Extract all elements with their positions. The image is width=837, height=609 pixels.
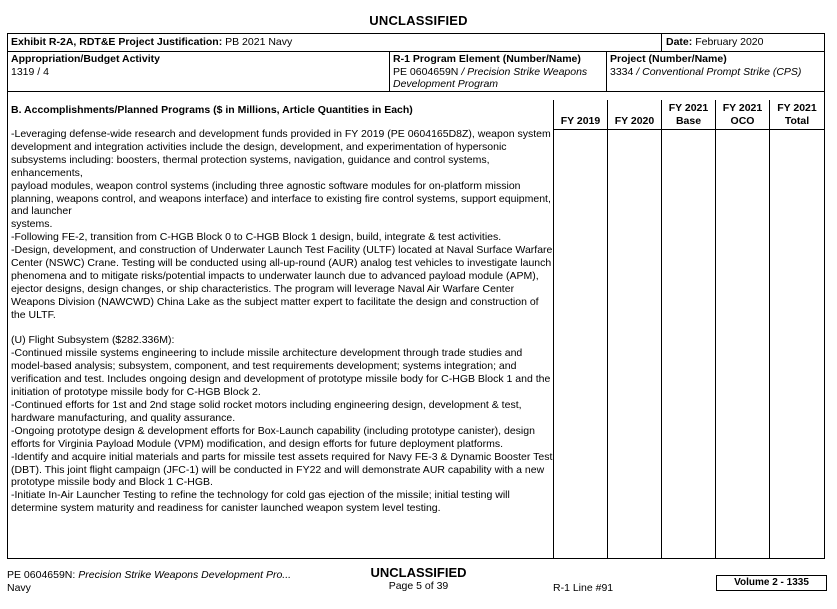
column-header: [662, 100, 715, 130]
exhibit-title: [11, 34, 292, 50]
column-header-line1: FY 2021: [777, 102, 817, 114]
r1-program-element-cell: [389, 51, 604, 91]
project-value: [610, 66, 824, 79]
column-fy2020: [607, 100, 661, 558]
project-name: / Conventional Prompt Strike (CPS): [636, 65, 802, 78]
footer-pe-name: Precision Strike Weapons Development Pro...: [78, 569, 292, 581]
paragraph: payload modules, weapon control systems (including three agnostic software modules for on-platform mission planning, weapons control, and weapons interface) and interface to existing fire control systems, support equipment, and launcher: [11, 179, 551, 218]
column-fy2021-total: [769, 100, 824, 558]
column-fy2019: [553, 100, 607, 558]
exhibit-frame: [7, 33, 825, 559]
paragraph-gap: [11, 322, 554, 335]
column-header-line2: FY 2019: [560, 114, 601, 127]
column-header: [554, 100, 607, 130]
column-header-line2: FY 2020: [614, 114, 655, 127]
date-value: February 2020: [695, 36, 764, 48]
r1-value: [393, 66, 604, 91]
column-header: [608, 100, 661, 130]
paragraph: -Following FE-2, transition from C-HGB Block 0 to C-HGB Block 1 design, build, integrate & test activities.: [11, 231, 502, 244]
paragraph: -Ongoing prototype design & development efforts for Box-Launch capability (including prototype canister), design efforts for Virginia Payload Module (VPM) modification, and design efforts for future deployment platforms.: [11, 424, 535, 450]
r1-line-number: R-1 Line #91: [553, 582, 614, 594]
r1-name: / Precision Strike Weapons Development Program: [393, 65, 588, 90]
classification-banner-bottom: UNCLASSIFIED: [370, 565, 467, 580]
column-header-line1: FY 2021: [722, 102, 763, 114]
column-header-line2: OCO: [730, 114, 755, 127]
fiscal-year-columns: [553, 100, 824, 558]
column-header: [770, 100, 824, 130]
paragraph: -Identify and acquire initial materials and parts for missile test assets required for Navy FE-3 & Dynamic Booster Test (DBT). This joint flight campaign (JFC-1) will be conducted in FY22 and will demonstrate AUR capability with a new prototype missile body and Block 1 C-HGB.: [11, 450, 553, 489]
date-label: Date:: [666, 36, 693, 48]
r1-number: PE 0604659N: [393, 65, 459, 78]
column-header: [716, 100, 769, 130]
paragraph: (U) Flight Subsystem ($282.336M):: [11, 334, 175, 347]
footer-center: [0, 566, 837, 593]
section-title: B. Accomplishments/Planned Programs ($ in Millions, Article Quantities in Each): [11, 104, 413, 116]
page-number: Page 5 of 39: [388, 580, 449, 592]
appropriation-label: Appropriation/Budget Activity: [11, 53, 160, 65]
project-number: 3334: [610, 65, 634, 78]
paragraph: -Design, development, and construction of Underwater Launch Test Facility (ULTF) located at Naval Surface Warfare Center (NSWC) Crane. Testing will be conducted using all-up-round (AUR) analog test vehicles to investigate launch phenomena and to mitigate risks/potential impacts to underwater launch due to advanced payload module (APM), ejector designs, design changes, or ship characteristics. The program will leverage Naval Air Warfare Center Weapons Division (NAWCWD) China Lake as the subject matter expert to facilitate the design and construction of the ULTF.: [11, 244, 553, 321]
paragraph: -Initiate In-Air Launcher Testing to refine the technology for cold gas ejection of the missile; initial testing will determine system maturity and readiness for canister launched weapon system level testing.: [11, 489, 510, 515]
appropriation-value: 1319 / 4: [11, 65, 49, 78]
classification-banner-top: UNCLASSIFIED: [369, 13, 468, 28]
footer-pe-number: PE 0604659N:: [7, 569, 76, 581]
column-fy2021-base: [661, 100, 715, 558]
exhibit-label: Exhibit R-2A, RDT&E Project Justification:: [11, 36, 223, 48]
column-header-line1: FY 2021: [668, 102, 709, 114]
project-label: Project (Number/Name): [610, 53, 727, 65]
accomplishments-text: [11, 128, 554, 515]
date-cell: [661, 34, 763, 51]
paragraph: -Leveraging defense-wide research and development funds provided in FY 2019 (PE 0604165D8Z), weapon system development and integration activities include the design, development, and experimentation of hypersonic subsystems including: boosters, thermal protection systems, navigation, guidance and control systems, enhancements,: [11, 128, 551, 179]
column-header-line2: Total: [784, 114, 810, 127]
paragraph: systems.: [11, 218, 53, 231]
exhibit-header-row: [8, 34, 824, 52]
column-header-line2: Base: [675, 114, 702, 127]
paragraph: -Continued missile systems engineering to include missile architecture development through trade studies and model-based analysis; subsystem, component, and test requirements development; systems integration; and verification and test. Includes ongoing design and development of prototype missile body for C-HGB Block 1 and the initiation of prototype missile body for C-HGB Block 2.: [11, 347, 551, 399]
paragraph: -Continued efforts for 1st and 2nd stage solid rocket motors including engineering design, development & test, hardware manufacturing, and quality assurance.: [11, 399, 522, 424]
r1-label: R-1 Program Element (Number/Name): [393, 53, 581, 65]
project-cell: [606, 51, 824, 91]
appropriation-cell: [11, 53, 386, 78]
column-fy2021-oco: [715, 100, 769, 558]
program-info-row: [8, 51, 824, 92]
volume-box: Volume 2 - 1335: [716, 575, 827, 591]
exhibit-value: PB 2021 Navy: [225, 36, 293, 48]
footer-service: Navy: [7, 581, 31, 594]
